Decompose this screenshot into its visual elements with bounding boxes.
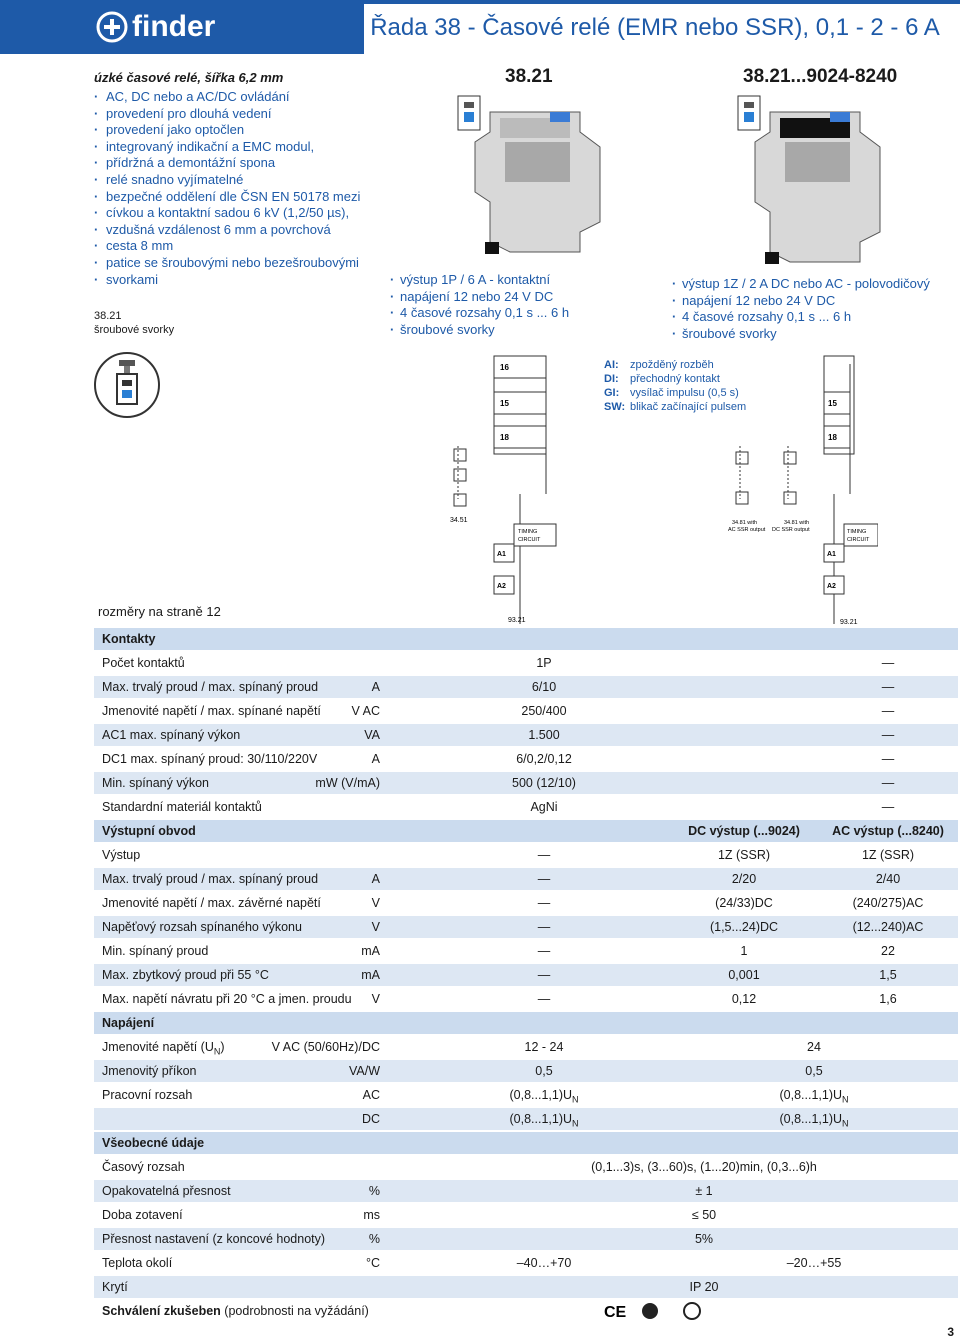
spec-label-text: Min. spínaný proud [102, 944, 209, 958]
relay-photo-38-21 [430, 92, 630, 262]
approvals-label-bold: Schválení zkušeben [102, 1304, 221, 1318]
spec-label [102, 944, 208, 958]
spec-row [94, 772, 958, 794]
spec-value-ac: 1,6 [879, 992, 897, 1006]
spec-unit: VA/W [348, 1064, 380, 1078]
spec-row [94, 1084, 958, 1106]
spec-unit: VA [364, 728, 380, 742]
spec-value-382: — [537, 944, 551, 958]
spec-value-ssr-text: –20…+55 [786, 1256, 842, 1270]
feature-item: · relé snadno vyjímatelné [94, 172, 374, 189]
spec-value-ssr-text: (0,8...1,1)U [779, 1088, 843, 1102]
spec-value-382 [464, 1040, 624, 1054]
spec-value-382-text: (0,8...1,1)U [509, 1112, 573, 1126]
product-feature-item: · 4 časové rozsahy 0,1 s ... 6 h [672, 309, 930, 326]
legend-text: zpožděný rozběh [630, 359, 714, 371]
spec-label-text: Max. zbytkový proud při 55 °C [102, 968, 269, 982]
spec-value-382-text: 12 - 24 [524, 1040, 564, 1054]
spec-value-ssr-subscript: N [842, 1094, 849, 1105]
feature-item: · bezpečné oddělení dle ČSN EN 50178 mezi [94, 189, 374, 206]
specification-table [94, 628, 958, 1324]
spec-label [102, 872, 318, 886]
spec-value-382: 500 (12/10) [512, 776, 576, 790]
spec-value-ssr [734, 1040, 894, 1054]
model-ref-terminals: šroubové svorky [94, 324, 175, 336]
page-title: Řada 38 - Časové relé (EMR nebo SSR), 0,1 - 2 - 6 A [370, 14, 940, 41]
feature-item: · provedení pro dlouhá vedení [94, 106, 374, 123]
timing-circuit-label-1: TIMING [518, 529, 538, 535]
legend-row [604, 358, 746, 372]
product-feature-item: · šroubové svorky [672, 326, 930, 343]
spec-unit: AC [362, 1088, 380, 1102]
spec-label-text: Časový rozsah [102, 1160, 185, 1174]
ssr-timing-circuit-label-2: CIRCUIT [847, 537, 870, 543]
spec-label [102, 920, 302, 934]
spec-row [94, 988, 958, 1010]
spec-value-dc: 1 [740, 944, 748, 958]
spec-row [94, 868, 958, 890]
wiring-diagram-38-21-ssr [728, 354, 878, 624]
ce-icon: CE [604, 1304, 627, 1321]
spec-label [102, 752, 317, 766]
spec-unit: mW (V/mA) [315, 776, 380, 790]
base-label: 93.21 [508, 617, 526, 624]
spec-value-dc: (1,5...24)DC [709, 920, 779, 934]
spec-value-dc: 0,12 [731, 992, 757, 1006]
spec-unit: DC [361, 1112, 380, 1126]
spec-label-text: Jmenovité napětí / max. spínané napětí [102, 704, 321, 718]
section-heading: Napájení [102, 1016, 155, 1030]
feature-item: · vzdušná vzdálenost 6 mm a povrchová [94, 222, 374, 239]
spec-label [102, 680, 318, 694]
spec-label-subscript: N [213, 1046, 221, 1057]
terminal-a1: A1 [497, 551, 506, 558]
spec-label [102, 992, 352, 1006]
spec-unit: % [368, 1184, 380, 1198]
model-ref-code: 38.21 [94, 310, 122, 322]
spec-value: (0,1...3)s, (3...60)s, (1...20)min, (0,3...6)h [591, 1160, 817, 1174]
spec-label [102, 1040, 225, 1057]
spec-row [94, 1036, 958, 1058]
legend-text: blikač začínající pulsem [630, 401, 747, 413]
spec-label-text: Počet kontaktů [102, 656, 185, 670]
spec-label [102, 776, 209, 790]
spec-value-382 [464, 1256, 624, 1270]
approval-marks [604, 1301, 734, 1324]
socket-label: 34.51 [450, 517, 468, 524]
spec-value-382 [464, 1088, 624, 1105]
spec-unit: V AC [351, 704, 380, 718]
finder-logo-icon [96, 11, 128, 43]
spec-label-text: Jmenovité napětí (U [102, 1040, 214, 1054]
spec-value-382: — [537, 848, 551, 862]
spec-label-text: Pracovní rozsah [102, 1088, 193, 1102]
spec-value: ≤ 50 [691, 1208, 717, 1222]
spec-value-ssr-text: 24 [807, 1040, 821, 1054]
spec-row [94, 1060, 958, 1082]
function-legend [604, 358, 746, 414]
spec-label-text: Max. trvalý proud / max. spínaný proud [102, 872, 319, 886]
features-block [94, 70, 374, 288]
legend-key: DI: [604, 373, 619, 385]
spec-label [102, 1088, 192, 1102]
product-feature-item: · napájení 12 nebo 24 V DC [390, 289, 569, 306]
spec-label-text: Jmenovitý příkon [102, 1064, 197, 1078]
brand-name: finder [132, 10, 216, 43]
spec-value-382: 1P [536, 656, 552, 670]
spec-row [94, 1276, 958, 1298]
spec-section-header [94, 1132, 958, 1154]
spec-label [102, 1232, 325, 1246]
output-dc-column-header: DC výstup (...9024) [688, 824, 800, 838]
spec-label-text: Opakovatelná přesnost [102, 1184, 231, 1198]
spec-label [102, 848, 140, 862]
spec-value: 5% [694, 1232, 714, 1246]
spec-row [94, 1204, 958, 1226]
spec-label-text: DC1 max. spínaný proud: 30/110/220V [102, 752, 318, 766]
product-feature-item: · výstup 1Z / 2 A DC nebo AC - polovodičový [672, 276, 930, 293]
feature-item: · cesta 8 mm [94, 238, 374, 255]
legend-row [604, 400, 746, 414]
product-feature-item: · výstup 1P / 6 A - kontaktní [390, 272, 569, 289]
spec-label [102, 1064, 196, 1078]
timing-circuit-label-2: CIRCUIT [518, 537, 541, 543]
spec-value-382: 1.500 [528, 728, 560, 742]
spec-value-ssr: — [881, 728, 895, 742]
spec-label [102, 1184, 231, 1198]
product-title-38-21-9024-8240: 38.21...9024-8240 [743, 66, 898, 87]
spec-unit: mA [361, 944, 380, 958]
spec-label-text: Krytí [102, 1280, 128, 1294]
spec-value-382: — [537, 872, 551, 886]
ssr-terminal-15: 15 [828, 399, 837, 408]
wiring-diagram-38-21 [448, 354, 578, 624]
feature-item: · patice se šroubovými nebo bezešroubovými [94, 255, 374, 272]
spec-label-text: Max. napětí návratu při 20 °C a jmen. proudu [102, 992, 352, 1006]
spec-label-text: Výstup [102, 848, 141, 862]
spec-row [94, 1108, 958, 1130]
spec-value-ssr [734, 1112, 894, 1129]
legend-text: vysílač impulsu (0,5 s) [630, 387, 739, 399]
spec-value-ac: (12...240)AC [852, 920, 924, 934]
product-feature-item: · napájení 12 nebo 24 V DC [672, 293, 930, 310]
spec-value-dc: 0,001 [728, 968, 760, 982]
socket-dc-label-1: 34.81 with [784, 520, 810, 526]
spec-value-ssr: — [881, 800, 895, 814]
spec-label [102, 704, 321, 718]
spec-label-text: Max. trvalý proud / max. spínaný proud [102, 680, 319, 694]
approval-icons [604, 1301, 734, 1321]
spec-value-ac: 1,5 [879, 968, 897, 982]
spec-label-text: Min. spínaný výkon [102, 776, 209, 790]
spec-value-ssr [734, 1256, 894, 1270]
spec-row [94, 1228, 958, 1250]
spec-row [94, 844, 958, 866]
spec-value-ssr [734, 1064, 894, 1078]
spec-row [94, 652, 958, 674]
spec-label [102, 728, 240, 742]
spec-label-text: AC1 max. spínaný výkon [102, 728, 241, 742]
feature-item: · integrovaný indikační a EMC modul, [94, 139, 374, 156]
spec-value-382: 6/0,2/0,12 [516, 752, 572, 766]
spec-value-ssr-text: (0,8...1,1)U [779, 1112, 843, 1126]
output-ac-column-header: AC výstup (...8240) [832, 824, 944, 838]
socket-ac-label-1: 34.81 with [732, 520, 758, 526]
spec-unit: V [371, 992, 380, 1006]
spec-row [94, 1252, 958, 1274]
spec-value-382-subscript: N [572, 1094, 579, 1105]
legend-key: SW: [604, 401, 626, 413]
ssr-terminal-a2: A2 [827, 583, 836, 590]
cul-us-icon [684, 1303, 700, 1319]
spec-value-382: — [537, 992, 551, 1006]
spec-label-text: Standardní materiál kontaktů [102, 800, 262, 814]
legend-text: přechodný kontakt [630, 373, 720, 385]
ssr-terminal-a1: A1 [827, 551, 836, 558]
terminal-18: 18 [500, 433, 509, 442]
screw-terminal-icon [94, 352, 160, 418]
spec-row [94, 1180, 958, 1202]
product-features-38-21 [390, 272, 569, 338]
spec-label-text: Jmenovité napětí / max. závěrné napětí [102, 896, 321, 910]
legend-key: AI: [604, 359, 619, 371]
spec-value-ssr: — [881, 704, 895, 718]
spec-label-end: ) [220, 1040, 225, 1054]
spec-row [94, 796, 958, 818]
spec-value-382: 6/10 [531, 680, 557, 694]
product-feature-item: · šroubové svorky [390, 322, 569, 339]
spec-unit: V [371, 920, 380, 934]
page-number: 3 [947, 1325, 954, 1339]
spec-unit: °C [365, 1256, 380, 1270]
spec-value-382: — [537, 920, 551, 934]
spec-value-ssr-subscript: N [842, 1118, 849, 1129]
socket-dc-label-2: DC SSR output [772, 527, 810, 533]
terminal-16: 16 [500, 363, 509, 372]
feature-item: · AC, DC nebo a AC/DC ovládání [94, 89, 374, 106]
spec-value-382: — [537, 968, 551, 982]
spec-row [94, 940, 958, 962]
legend-key: GI: [604, 387, 620, 399]
spec-row [94, 748, 958, 770]
spec-value-382-text: (0,8...1,1)U [509, 1088, 573, 1102]
spec-row [94, 676, 958, 698]
terminal-15: 15 [500, 399, 509, 408]
spec-label-text: Teplota okolí [102, 1256, 173, 1270]
spec-value-382-text: 0,5 [535, 1064, 553, 1078]
product-feature-item: · 4 časové rozsahy 0,1 s ... 6 h [390, 305, 569, 322]
spec-value-ac: 2/40 [875, 872, 901, 886]
spec-row [94, 1156, 958, 1178]
finder-logo [96, 10, 215, 44]
spec-row [94, 700, 958, 722]
spec-value-dc: 2/20 [731, 872, 757, 886]
pg-icon [642, 1303, 658, 1319]
spec-row [94, 916, 958, 938]
ssr-base-label: 93.21 [840, 619, 858, 624]
spec-label [102, 800, 262, 814]
spec-unit: A [371, 752, 380, 766]
spec-value: ± 1 [695, 1184, 713, 1198]
legend-row [604, 372, 746, 386]
spec-unit: A [371, 680, 380, 694]
spec-unit: V AC (50/60Hz)/DC [271, 1040, 380, 1054]
dimensions-reference: rozměry na straně 12 [98, 604, 221, 619]
spec-label-text: Doba zotavení [102, 1208, 183, 1222]
spec-value-382 [464, 1064, 624, 1078]
model-reference [94, 309, 174, 337]
spec-value-382: — [537, 896, 551, 910]
spec-value-dc: 1Z (SSR) [717, 848, 771, 862]
spec-value-ssr: — [881, 656, 895, 670]
spec-value-ac: 22 [881, 944, 895, 958]
spec-label [102, 656, 185, 670]
spec-value: IP 20 [689, 1280, 719, 1294]
spec-row-approvals [94, 1300, 958, 1322]
product-features-38-21-ssr [672, 276, 930, 342]
spec-section-header [94, 820, 958, 842]
spec-unit: ms [363, 1208, 380, 1222]
feature-list [94, 89, 374, 288]
spec-unit: A [371, 872, 380, 886]
socket-ac-label-2: AC SSR output [728, 527, 766, 533]
approvals-label [102, 1304, 369, 1318]
feature-item: · provedení jako optočlen [94, 122, 374, 139]
relay-photo-38-21-ssr [710, 92, 910, 272]
spec-unit: mA [361, 968, 380, 982]
spec-value-382 [464, 1112, 624, 1129]
spec-section-header [94, 628, 958, 650]
spec-unit: V [371, 896, 380, 910]
section-heading: Všeobecné údaje [102, 1136, 205, 1150]
spec-label [102, 1160, 185, 1174]
features-heading: úzké časové relé, šířka 6,2 mm [94, 70, 284, 85]
spec-label [102, 968, 269, 982]
feature-item: · přídržná a demontážní spona [94, 155, 374, 172]
legend-row [604, 386, 746, 400]
spec-label [102, 1208, 183, 1222]
spec-label-text: Přesnost nastavení (z koncové hodnoty) [102, 1232, 326, 1246]
ssr-timing-circuit-label-1: TIMING [847, 529, 867, 535]
spec-value-382-text: –40…+70 [516, 1256, 572, 1270]
spec-label-text: Napěťový rozsah spínaného výkonu [102, 920, 302, 934]
spec-label [102, 896, 321, 910]
spec-value-382: 250/400 [521, 704, 567, 718]
ssr-terminal-18: 18 [828, 433, 837, 442]
approvals-note: (podrobnosti na vyžádání) [224, 1304, 369, 1318]
section-heading: Kontakty [102, 632, 156, 646]
spec-row [94, 892, 958, 914]
spec-value-ac: (240/275)AC [852, 896, 924, 910]
spec-value-ssr-text: 0,5 [805, 1064, 823, 1078]
spec-value-ssr [734, 1088, 894, 1105]
spec-value-382-subscript: N [572, 1118, 579, 1129]
spec-label [102, 1256, 172, 1270]
spec-row [94, 724, 958, 746]
terminal-a2: A2 [497, 583, 506, 590]
spec-value-ssr: — [881, 776, 895, 790]
spec-row [94, 964, 958, 986]
spec-value-dc: (24/33)DC [715, 896, 773, 910]
product-title-38-21: 38.21 [505, 66, 553, 87]
spec-label [102, 1280, 128, 1294]
section-heading: Výstupní obvod [102, 824, 196, 838]
header-logo-area [0, 0, 364, 54]
feature-item: · cívkou a kontaktní sadou 6 kV (1,2/50 µs), [94, 205, 374, 222]
feature-item: · svorkami [94, 272, 374, 289]
spec-value-ssr: — [881, 680, 895, 694]
spec-unit: % [368, 1232, 380, 1246]
spec-value-ac: 1Z (SSR) [861, 848, 915, 862]
spec-section-header [94, 1012, 958, 1034]
spec-value-382: AgNi [530, 800, 558, 814]
spec-value-ssr: — [881, 752, 895, 766]
